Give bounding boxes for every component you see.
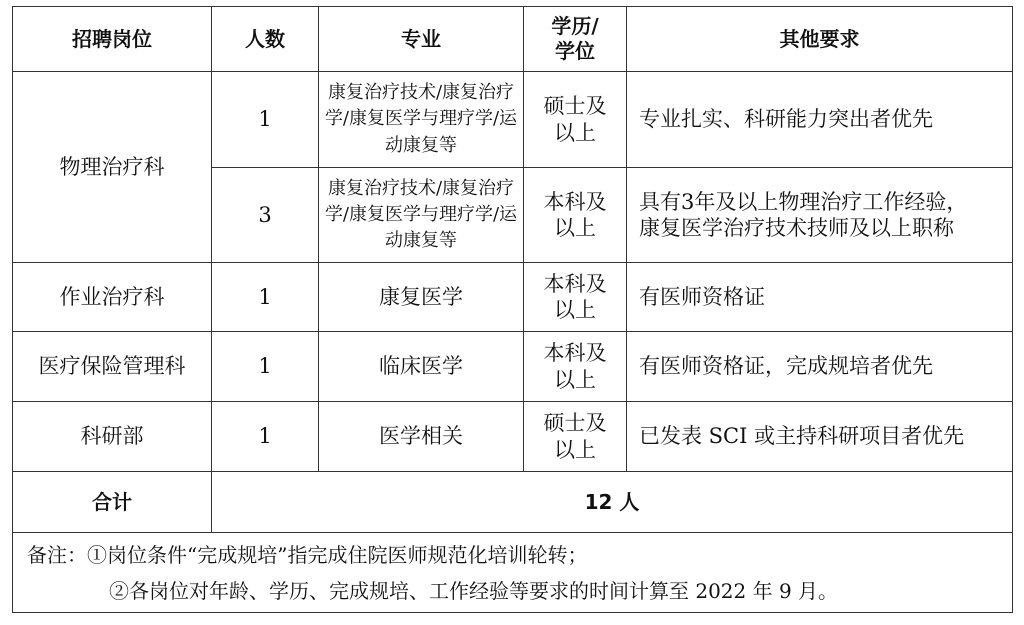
degree-line1: 本科及 xyxy=(543,271,607,296)
requirement-cell: 已发表 SCI 或主持科研项目者优先 xyxy=(627,402,1013,472)
major-cell: 临床医学 xyxy=(319,332,524,402)
department-cell: 作业治疗科 xyxy=(13,263,212,332)
header-position: 招聘岗位 xyxy=(13,7,212,72)
department-cell: 物理治疗科 xyxy=(13,72,212,263)
degree-line2: 以上 xyxy=(554,367,596,392)
degree-line2: 以上 xyxy=(554,298,596,322)
note-line-2: ②各岗位对年龄、学历、完成规培、工作经验等要求的时间计算至 2022 年 9 月。 xyxy=(109,578,839,603)
header-other: 其他要求 xyxy=(627,7,1013,72)
degree-cell xyxy=(524,263,627,332)
department-cell: 科研部 xyxy=(13,402,212,472)
degree-line1: 硕士及 xyxy=(543,411,607,436)
degree-line2: 以上 xyxy=(554,216,596,240)
requirement-cell xyxy=(627,168,1013,263)
requirement-line1: 具有3年及以上物理治疗工作经验， xyxy=(639,189,968,214)
major-cell: 康复治疗技术/康复治疗学/康复医学与理疗学/运动康复等 xyxy=(319,168,524,263)
major-cell: 康复医学 xyxy=(319,263,524,332)
requirement-cell xyxy=(627,72,1013,168)
table-row xyxy=(13,332,1013,402)
requirement-line2: 康复医学治疗技术技师及以上职称 xyxy=(639,216,954,240)
degree-cell xyxy=(524,402,627,472)
notes-cell xyxy=(13,533,1013,613)
degree-line1: 本科及 xyxy=(543,341,607,366)
table-row xyxy=(13,263,1013,332)
department-cell: 医疗保险管理科 xyxy=(13,332,212,402)
header-major: 专业 xyxy=(319,7,524,72)
degree-line1: 硕士及 xyxy=(543,94,607,119)
requirement-line1: 专业扎实、科研能力突出者优先 xyxy=(639,107,933,132)
recruitment-table xyxy=(12,6,1013,613)
major-cell: 医学相关 xyxy=(319,402,524,472)
table-row xyxy=(13,72,1013,168)
header-row xyxy=(13,7,1013,72)
total-value: 12 人 xyxy=(212,472,1013,533)
degree-cell xyxy=(524,72,627,168)
count-cell: 3 xyxy=(212,168,319,263)
requirement-cell: 有医师资格证，完成规培者优先 xyxy=(627,332,1013,402)
total-label: 合计 xyxy=(13,472,212,533)
total-row xyxy=(13,472,1013,533)
degree-line2: 以上 xyxy=(554,437,596,462)
degree-line1: 本科及 xyxy=(543,189,607,214)
count-cell: 1 xyxy=(212,402,319,472)
header-count: 人数 xyxy=(212,7,319,72)
major-cell: 康复治疗技术/康复治疗学/康复医学与理疗学/运动康复等 xyxy=(319,72,524,168)
count-cell: 1 xyxy=(212,332,319,402)
note-line-1: 备注：①岗位条件“完成规培”指完成住院医师规范化培训轮转； xyxy=(27,542,588,567)
header-degree-line1: 学历/ xyxy=(551,14,599,38)
table-row xyxy=(13,402,1013,472)
header-degree-line2: 学位 xyxy=(555,39,595,63)
degree-cell xyxy=(524,332,627,402)
count-cell: 1 xyxy=(212,72,319,168)
degree-cell xyxy=(524,168,627,263)
degree-line2: 以上 xyxy=(554,120,596,145)
requirement-cell: 有医师资格证 xyxy=(627,263,1013,332)
header-degree xyxy=(524,7,627,72)
count-cell: 1 xyxy=(212,263,319,332)
notes-row xyxy=(13,533,1013,613)
